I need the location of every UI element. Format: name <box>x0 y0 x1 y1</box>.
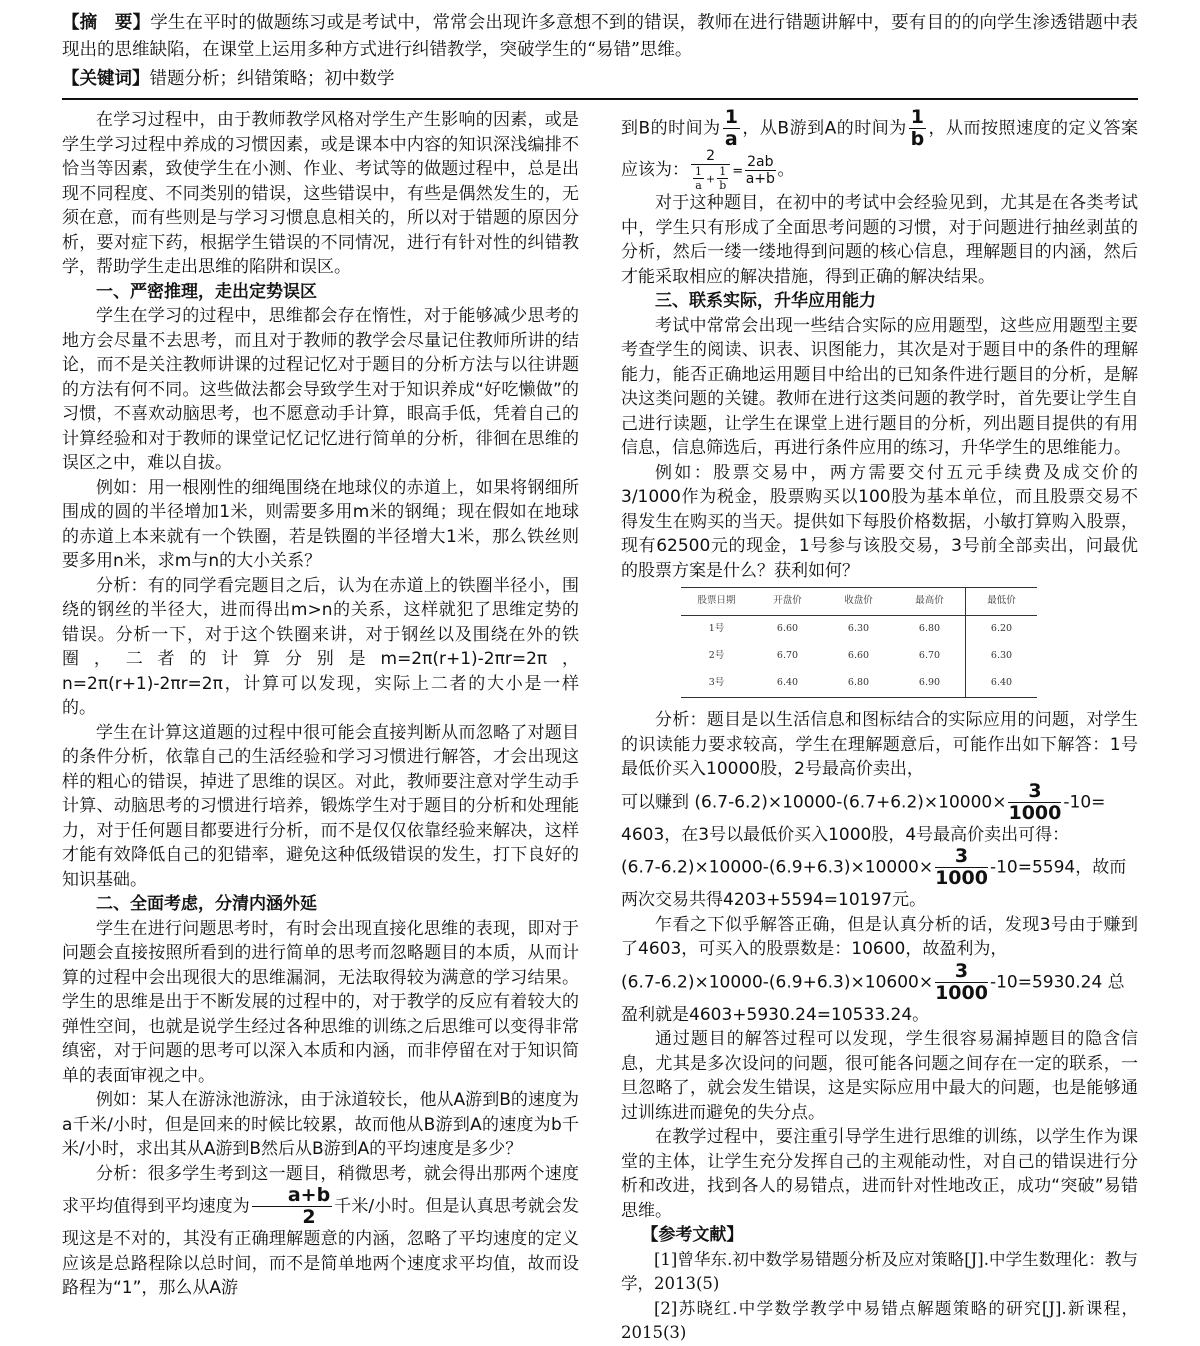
table-cell: 6.70 <box>894 643 966 670</box>
paragraph: 对于这种题目，在初中的考试中会经验见到，尤其是在各类考试中，学生只有形成了全面思考问题的习惯，对于问题进行抽丝剥茧的分析，然后一缕一缕地得到问题的核心信息，理解题目的内涵，然后才能采取相应的解决措施，得到正确的解决结果。 <box>621 193 1138 287</box>
numerator: 3 <box>935 962 988 983</box>
formula-line: 盈利就是4603+5930.24=10533.24。 <box>621 1004 930 1025</box>
abstract <box>62 10 1138 64</box>
text-run: -10=5594，故而 <box>989 857 1127 878</box>
fraction <box>909 108 926 149</box>
text-run: 可以赚到 (6.7-6.2)×10000-(6.7+6.2)×10000× <box>621 792 1007 812</box>
text-run: 到B的时间为 <box>621 118 721 139</box>
denominator: 1000 <box>935 867 988 889</box>
equals-sign: = <box>732 164 744 179</box>
fraction <box>252 1186 332 1227</box>
plus-sign: + <box>706 172 716 186</box>
table-cell: 6.40 <box>752 670 823 698</box>
paragraph: 例如：某人在游泳池游泳，由于泳道较长，他从A游到B的速度为a千米/小时，但是回来的时候比较累，故而他从B游到A的速度为b千米/小时，求出其从A游到B然后从B游到A的平均速度是多少？ <box>62 1090 579 1159</box>
fraction <box>717 166 728 191</box>
paragraph <box>62 1162 579 1301</box>
paragraph: 学生在计算这道题的过程中很可能会直接判断从而忽略了对题目的条件分析，依靠自己的生活经验和学习习惯进行解答，才会出现这样的粗心的错误，掉进了思维的误区。对此，教师要注意对学生动手计算、动脑思考的习惯进行培养，锻炼学生对于题目的分析和处理能力，对于任何题目都要进行分析，而不是仅仅依靠经验来解决，这样才能有效降低自己的犯错率，避免这种低级错误的发生，打下良好的知识基础。 <box>62 722 579 890</box>
denominator <box>691 165 730 191</box>
text-run: -10= <box>1063 792 1106 812</box>
text-run: 。 <box>777 160 795 180</box>
denominator: a+b <box>745 170 775 187</box>
fraction <box>693 166 704 191</box>
paragraph: 例如：股票交易中，两方需要交付五元手续费及成交价的3/1000作为税金，股票购买以100股为基本单位，而且股票交易不得发生在购买的当天。提供如下每股价格数据，小敏打算购入股票，现有62500元的现金，1号参与该股交易，3号前全部卖出，问最优的股票方案是什么？获利如何？ <box>621 462 1138 581</box>
numerator: a+b <box>252 1186 332 1207</box>
table-cell: 1号 <box>708 623 725 635</box>
fraction <box>935 847 988 888</box>
body-columns <box>62 108 1138 1346</box>
abstract-text: 学生在平时的做题练习或是考试中，常常会出现许多意想不到的错误，教师在进行错题讲解中，要有目的的向学生渗透错题中表现出的思维缺陷，在课堂上运用多种方式进行纠错教学，突破学生的“易错”思维。 <box>62 13 1139 60</box>
formula-line <box>621 847 1138 888</box>
fraction <box>1008 779 1062 824</box>
text-run: (6.7-6.2)×10000-(6.9+6.3)×10000× <box>621 857 934 878</box>
denominator: b <box>719 179 727 192</box>
paragraph: 乍看之下似乎解答正确，但是认真分析的话，发现3号由于赚到了4603，可买入的股票数是：10600，故盈利为， <box>621 914 1138 959</box>
paragraph: 学生在进行问题思考时，有时会出现直接化思维的表现，即对于问题会直接按照所看到的进行简单的思考而忽略题目的本质，从而计算的过程中会出现很大的思维漏洞，无法取得较为满意的学习结果。学生的思维是出于不断发展的过程中的，对于教学的反应有着较大的弹性空间，也就是说学生经过各种思维的训练之后思维可以变得非常缜密，对于问题的思考可以深入本质和内涵，而非停留在对于知识简单的表面审视之中。 <box>62 918 579 1086</box>
text-run: ，从而按照速度的定义答案应该为： <box>621 118 1139 180</box>
numerator: 3 <box>935 847 988 868</box>
references-title: 【参考文献】 <box>641 1225 744 1245</box>
keywords-text: 错题分析；纠错策略；初中数学 <box>149 69 395 89</box>
table-header-cell: 收盘价 <box>823 588 894 616</box>
table-cell: 6.30 <box>847 623 870 635</box>
denominator: 1000 <box>1008 801 1062 824</box>
numerator: 1 <box>910 106 924 128</box>
table-row <box>681 643 1037 670</box>
table-header-row <box>681 588 1037 616</box>
numerator: 3 <box>1008 782 1061 803</box>
fraction <box>723 108 740 149</box>
table-cell: 6.30 <box>990 650 1013 662</box>
table-cell: 6.80 <box>823 670 894 698</box>
fraction <box>745 155 775 186</box>
right-column <box>621 108 1138 1346</box>
abstract-label: 【摘 要】 <box>62 13 151 33</box>
fraction <box>691 149 730 191</box>
denominator: 2 <box>302 1206 316 1228</box>
paragraph: 学生在学习的过程中，思维都会存在惰性，对于能够减少思考的地方会尽量不去思考，而且对于教师的教学会尽量记住教师所讲的结论，而不是关注教师讲课的过程记忆对于题目的分析方法与以往讲题的方法有何不同。这些做法都会导致学生对于知识养成“好吃懒做”的习惯，不喜欢动脑思考，也不愿意动手计算，眼高手低，凭着自己的计算经验和对于教师的课堂记忆记忆进行简单的分析，徘徊在思维的误区之中，难以自拔。 <box>62 306 579 473</box>
text-run: -10=5930.24 总 <box>989 972 1125 992</box>
stock-price-table <box>681 587 1037 698</box>
table-header-cell: 最高价 <box>894 588 966 616</box>
table-cell: 6.60 <box>776 623 799 635</box>
table-cell: 6.20 <box>990 623 1013 635</box>
paragraph: 在教学过程中，要注重引导学生进行思维的训练，以学生作为课堂的主体，让学生充分发挥自己的主观能动性，对自己的错误进行分析和改进，找到各人的易错点，进而针对性地改正，成功“突破”易错思维。 <box>621 1127 1138 1221</box>
left-column <box>62 108 579 1346</box>
table-header-cell: 最低价 <box>966 588 1038 616</box>
reference-item: [2]苏晓红.中学数学教学中易错点解题策略的研究[J].新课程，2015(3) <box>621 1298 1138 1342</box>
section-heading-1: 一、严密推理，走出定势误区 <box>96 281 317 302</box>
paragraph: 考试中常常会出现一些结合实际的应用题型，这些应用题型主要考查学生的阅读、识表、识图能力，其次是对于题目中的条件的理解能力，能否正确地运用题目中给出的已知条件进行题目的分析，是解决这类问题的关键。教师在进行这类问题的教学时，首先要让学生自己进行读题，让学生在课堂上进行题目的分析，列出题目提供的有用信息，信息筛选后，再进行条件应用的练习，升华学生的思维能力。 <box>621 315 1138 458</box>
table-cell: 6.70 <box>776 650 799 662</box>
table-row <box>681 616 1037 644</box>
formula-line: 两次交易共得4203+5594=10197元。 <box>621 890 927 910</box>
paragraph: 例如：用一根刚性的细绳围绕在地球仪的赤道上，如果将钢细所围成的圆的半径增加1米，则需要多用m米的钢绳；现在假如在地球的赤道上本来就有一个铁圈，若是铁圈的半径增大1米，那么铁丝则要多用n米，求m与n的大小关系？ <box>62 477 579 571</box>
denominator: b <box>910 128 925 150</box>
paragraph: 在学习过程中，由于教师教学风格对学生产生影响的因素，或是学生学习过程中养成的习惯因素，或是课本中内容的知识深浅编排不恰当等因素，致使学生在小测、作业、考试等的做题过程中，总是出现不同程度、不同类别的错误，这些错误中，有些是偶然发生的，无须在意，而有些则是与学习习惯息息相关的，所以对于错题的原因分析，要对症下药，根据学生错误的不同情况，进行有针对性的纠错教学，帮助学生走出思维的陷阱和误区。 <box>62 110 579 277</box>
table-cell: 6.40 <box>966 670 1038 698</box>
numerator: 2ab <box>747 153 774 170</box>
keywords-label: 【关键词】 <box>62 69 150 89</box>
formula-line: 4603，在3号以最低价买入1000股，4号最高价卖出可得： <box>621 824 1070 845</box>
paragraph <box>621 108 1138 191</box>
denominator: a <box>695 179 702 192</box>
table-header-cell: 股票日期 <box>681 588 752 616</box>
denominator: 1000 <box>935 981 988 1004</box>
formula-line <box>621 779 1138 824</box>
table-cell: 6.80 <box>894 616 966 644</box>
table-cell: 3号 <box>681 670 752 698</box>
text-run: 分析：很多学生考到这一题目，稍微思考，就会得出那两个速度求平均值得到平均速度为 <box>62 1163 579 1217</box>
table-header-cell: 开盘价 <box>752 588 823 616</box>
section-heading-2: 二、全面考虑，分清内涵外延 <box>96 894 317 914</box>
numerator: 2 <box>691 149 730 165</box>
section-heading-3: 三、联系实际，升华应用能力 <box>655 291 876 311</box>
reference-item: [1]曾华东.初中数学易错题分析及应对策略[J].中学生数理化：教与学，2013(5) <box>621 1249 1138 1293</box>
text-run: 千米/小时。但是认真思考就会发现这是不对的，其没有正确理解题意的内涵，忽略了平均速度的定义应该是总路程除以总时间，而不是简单地两个速度求平均值，故而设路程为“1”，那么从A游 <box>62 1196 580 1298</box>
formula-line <box>621 959 1138 1004</box>
header-divider <box>62 98 1138 100</box>
paragraph: 分析：有的同学看完题目之后，认为在赤道上的铁圈半径小，围绕的钢丝的半径大，进而得出m>n的关系，这样就犯了思维定势的错误。分析一下，对于这个铁圈来讲，对于钢丝以及围绕在外的铁圈，二者的计算分别是m=2π(r+1)-2πr=2π，n=2π(r+1)-2πr=2π，计算可以发现，实际上二者的大小是一样的。 <box>62 575 579 718</box>
paragraph: 通过题目的解答过程可以发现，学生很容易漏掉题目的隐含信息，尤其是多次设问的问题，很可能各问题之间存在一定的联系，一旦忽略了，就会发生错误，这是实际应用中最大的问题，也是能够通过训练进而避免的失分点。 <box>621 1029 1138 1123</box>
numerator: 1 <box>724 106 738 128</box>
table-row <box>681 670 1037 698</box>
numerator: 1 <box>719 165 727 178</box>
text-run: ，从B游到A的时间为 <box>741 118 907 139</box>
table-cell: 6.90 <box>894 670 966 698</box>
numerator: 1 <box>695 165 702 178</box>
fraction <box>935 959 988 1004</box>
text-run: (6.7-6.2)×10000-(6.9+6.3)×10600× <box>621 972 934 992</box>
keywords <box>62 65 1138 93</box>
table-cell: 2号 <box>708 650 725 662</box>
paragraph: 分析：题目是以生活信息和图标结合的实际应用的问题，对学生的识读能力要求较高，学生在理解题意后，可能作出如下解答：1号最低价买入10000股，2号最高价卖出， <box>621 710 1138 779</box>
denominator: a <box>724 128 738 150</box>
table-cell: 6.60 <box>847 650 870 662</box>
